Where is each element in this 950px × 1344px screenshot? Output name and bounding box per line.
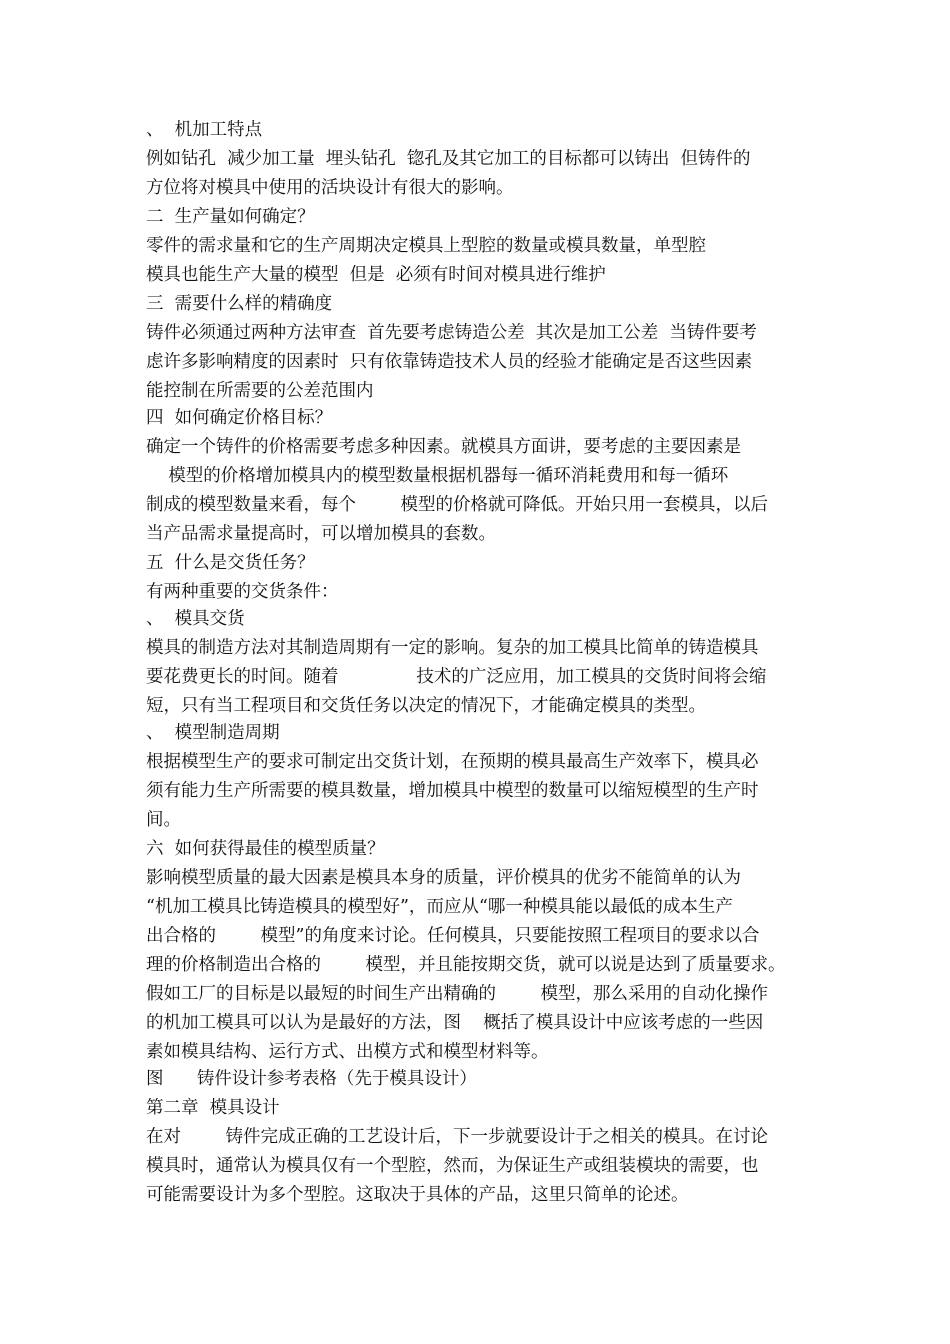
- figure-caption: 图 铸件设计参考表格（先于模具设计）: [146, 1069, 477, 1089]
- paragraph-line: 铸件必须通过两种方法审查 首先要考虑铸造公差 其次是加工公差 当铸件要考: [146, 323, 757, 343]
- paragraph-line: 出合格的 模型”的角度来讨论。任何模具，只要能按照工程项目的要求以合: [146, 926, 760, 946]
- section-heading-production: 二 生产量如何确定？: [146, 207, 315, 227]
- paragraph-line: 模具时，通常认为模具仅有一个型腔，然而，为保证生产或组装模块的需要，也: [146, 1156, 759, 1176]
- paragraph-line: 例如钻孔 减少加工量 埋头钻孔 锪孔及其它加工的目标都可以铸出 但铸件的: [146, 149, 751, 169]
- paragraph-line: 模具的制造方法对其制造周期有一定的影响。复杂的加工模具比简单的铸造模具: [146, 638, 759, 658]
- chapter-heading: 第二章 模具设计: [146, 1098, 280, 1118]
- paragraph-line: 制成的模型数量来看，每个 模型的价格就可降低。开始只用一套模具，以后: [146, 495, 768, 515]
- paragraph-line: 可能需要设计为多个型腔。这取决于具体的产品，这里只简单的论述。: [146, 1185, 689, 1205]
- subsection-heading-mold-delivery: 、 模具交货: [146, 609, 245, 629]
- subsection-heading-cycle: 、 模型制造周期: [146, 723, 280, 743]
- paragraph-line: 方位将对模具中使用的活块设计有很大的影响。: [146, 178, 514, 198]
- paragraph-line: 间。: [146, 810, 181, 830]
- paragraph-line: 能控制在所需要的公差范围内: [146, 381, 374, 401]
- paragraph-line: 理的价格制造出合格的 模型，并且能按期交货，就可以说是达到了质量要求。: [146, 955, 786, 975]
- paragraph-line: 模型的价格增加模具内的模型数量根据机器每一循环消耗费用和每一循环: [146, 466, 729, 486]
- subsection-heading-machining: 、 机加工特点: [146, 120, 263, 140]
- section-heading-delivery: 五 什么是交货任务？: [146, 553, 315, 573]
- paragraph-line: “机加工模具比铸造模具的模型好”，而应从“哪一种模具能以最低的成本生产: [146, 897, 733, 917]
- paragraph-line: 要花费更长的时间。随着 技术的广泛应用，加工模具的交货时间将会缩: [146, 667, 767, 687]
- paragraph-line: 的机加工模具可以认为是最好的方法，图 概括了模具设计中应该考虑的一些因: [146, 1013, 764, 1033]
- section-heading-price: 四 如何确定价格目标？: [146, 408, 333, 428]
- paragraph-line: 确定一个铸件的价格需要考虑多种因素。就模具方面讲，要考虑的主要因素是: [146, 437, 741, 457]
- section-heading-quality: 六 如何获得最佳的模型质量？: [146, 839, 385, 859]
- paragraph-line: 短，只有当工程项目和交货任务以决定的情况下，才能确定模具的类型。: [146, 696, 706, 716]
- paragraph-line: 在对 铸件完成正确的工艺设计后，下一步就要设计于之相关的模具。在讨论: [146, 1127, 768, 1147]
- paragraph-line: 零件的需求量和它的生产周期决定模具上型腔的数量或模具数量，单型腔: [146, 236, 706, 256]
- paragraph-line: 须有能力生产所需要的模具数量，增加模具中模型的数量可以缩短模型的生产时: [146, 781, 759, 801]
- section-heading-precision: 三 需要什么样的精确度: [146, 294, 333, 314]
- paragraph-line: 影响模型质量的最大因素是模具本身的质量，评价模具的优劣不能简单的认为: [146, 868, 741, 888]
- paragraph-line: 假如工厂的目标是以最短的时间生产出精确的 模型，那么采用的自动化操作: [146, 984, 768, 1004]
- paragraph-line: 有两种重要的交货条件：: [146, 582, 339, 602]
- paragraph-line: 素如模具结构、运行方式、出模方式和模型材料等。: [146, 1042, 549, 1062]
- paragraph-line: 根据模型生产的要求可制定出交货计划，在预期的模具最高生产效率下，模具必: [146, 752, 759, 772]
- paragraph-line: 虑许多影响精度的因素时 只有依靠铸造技术人员的经验才能确定是否这些因素: [146, 352, 753, 372]
- paragraph-line: 当产品需求量提高时，可以增加模具的套数。: [146, 524, 496, 544]
- paragraph-line: 模具也能生产大量的模型 但是 必须有时间对模具进行维护: [146, 265, 606, 285]
